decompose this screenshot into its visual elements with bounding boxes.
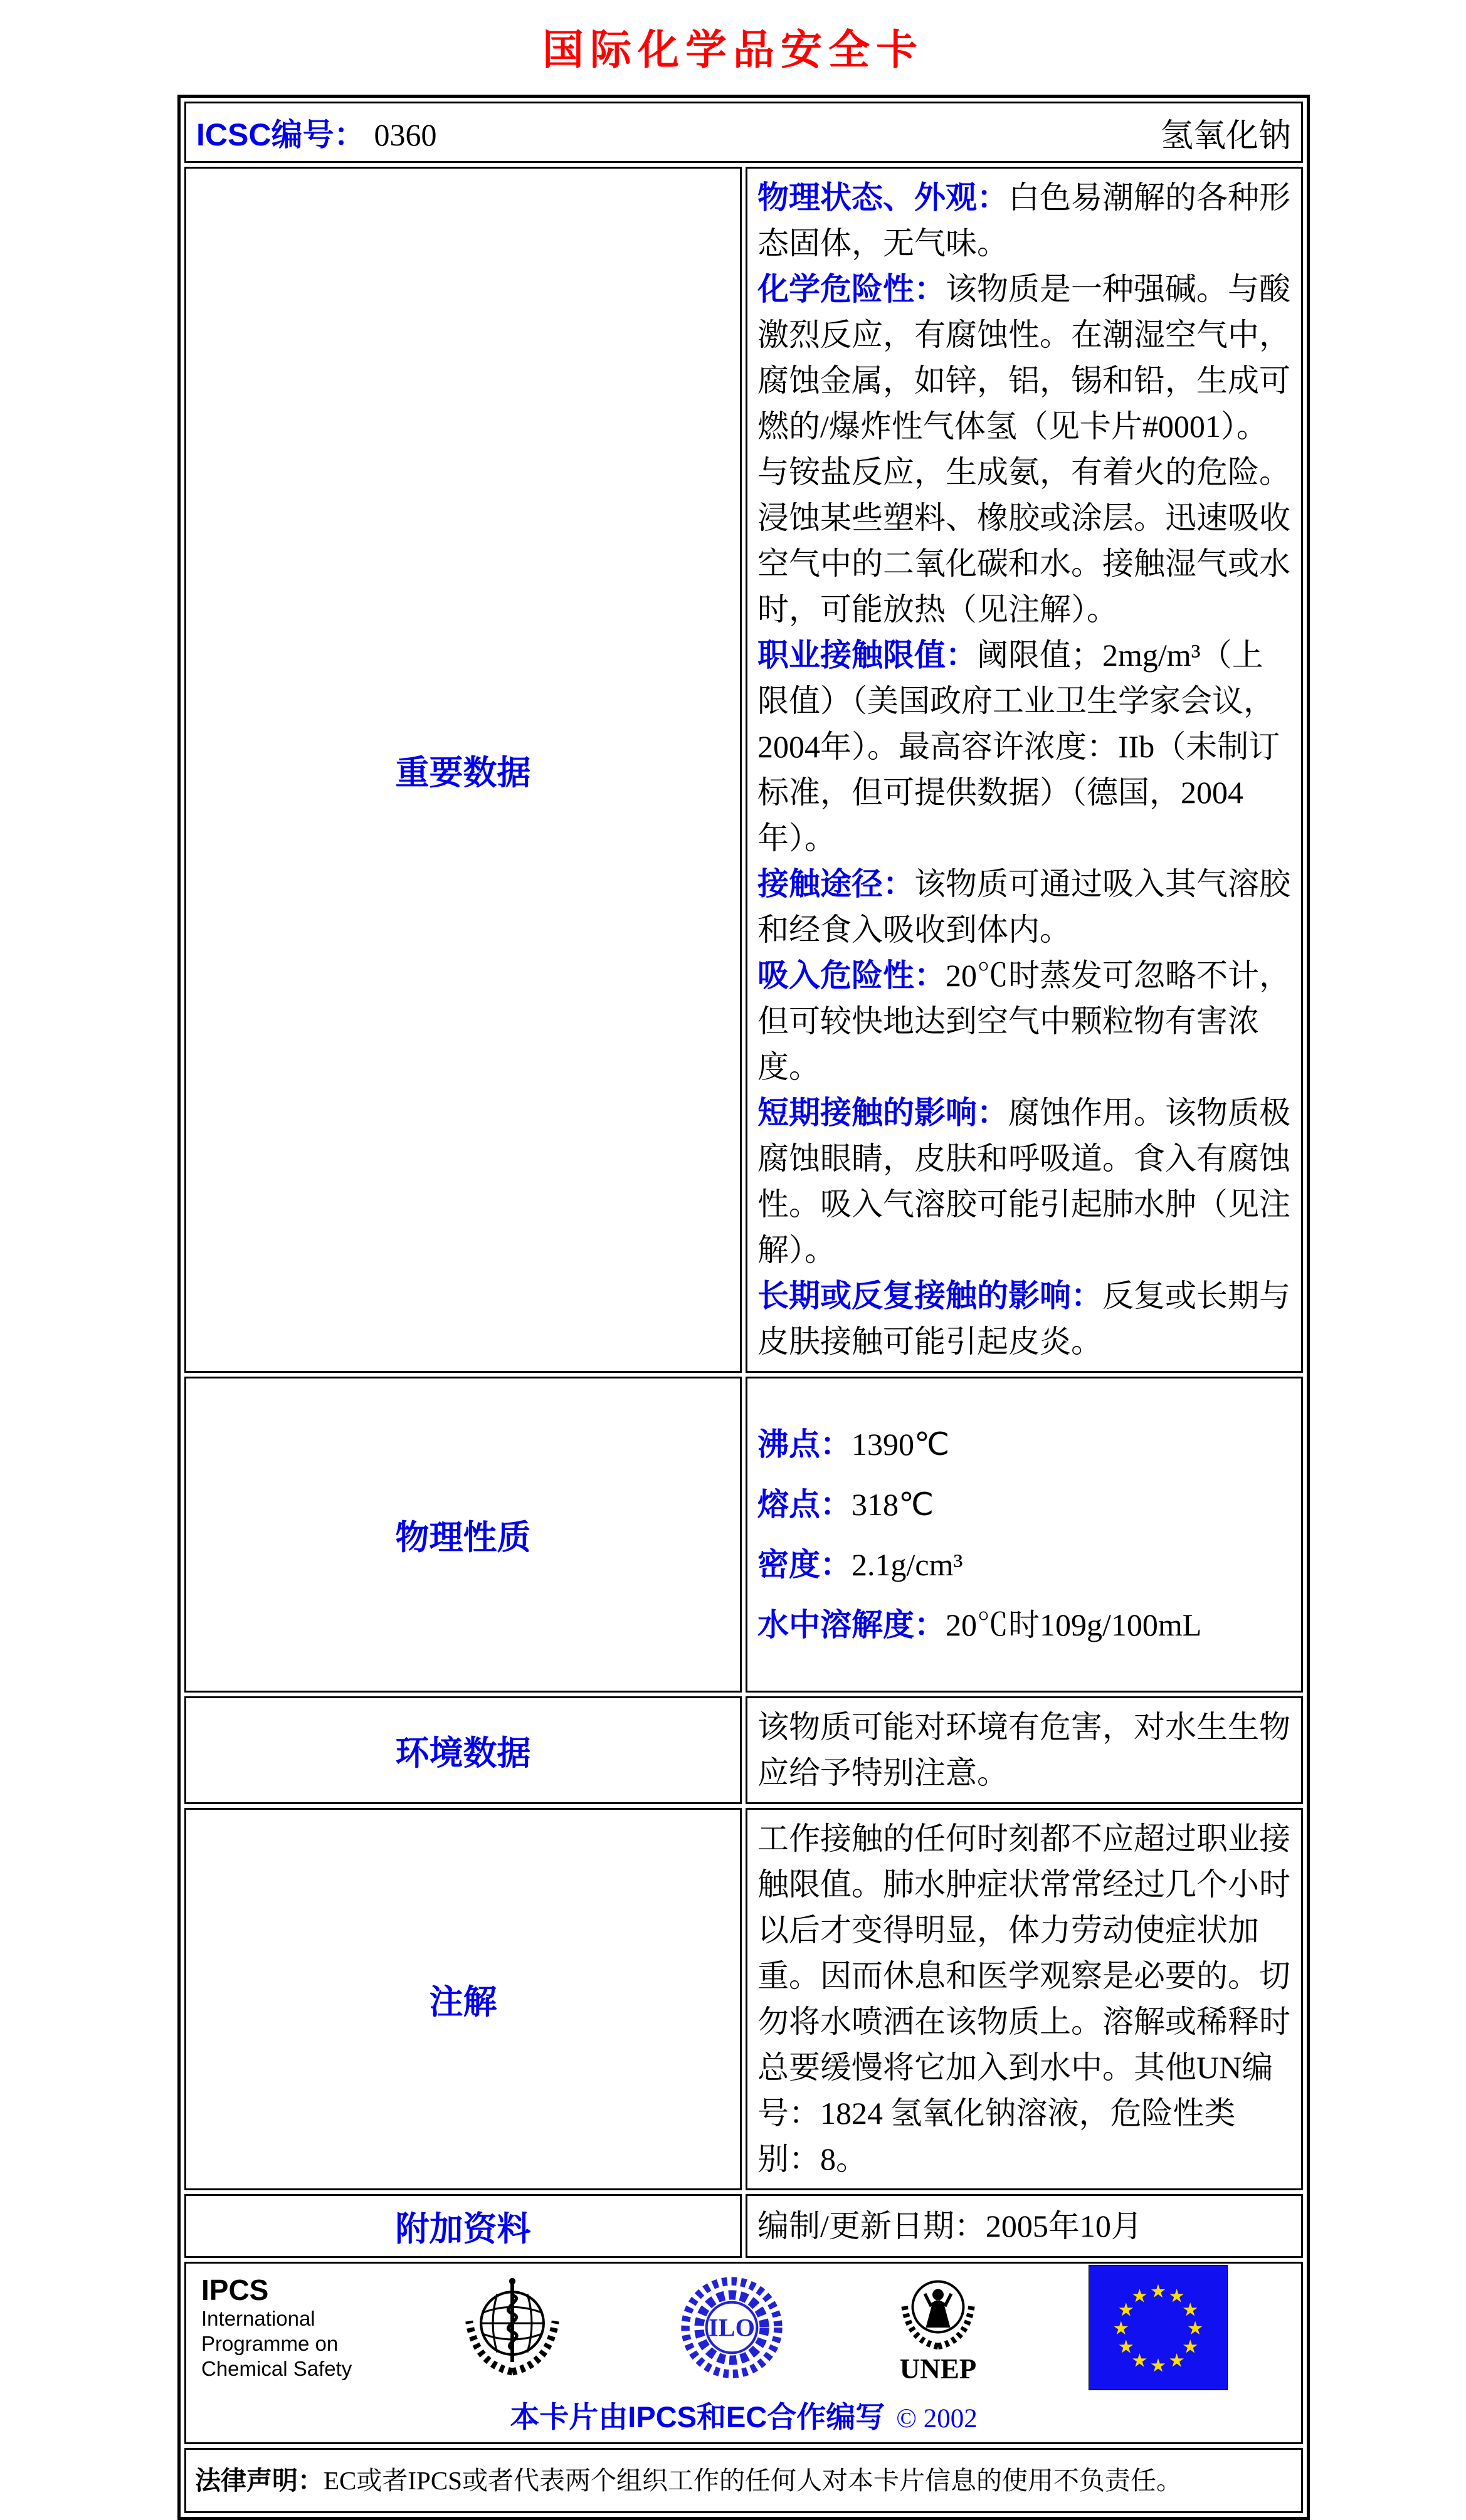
item-text: 阈限值；2mg/m³（上限值）（美国政府工业卫生学家会议，2004年）。最高容许浓度：IIb（未制订标准，但可提供数据）（德国，2004年）。 [757, 638, 1280, 856]
environmental-data-content [746, 1696, 1303, 1804]
important-data-content [746, 167, 1303, 1373]
logo-row [201, 2272, 1286, 2383]
ipcs-title: IPCS [201, 2274, 269, 2306]
environmental-data-row [184, 1696, 1303, 1804]
additional-info-section-label: 附加资料 [184, 2194, 742, 2258]
additional-info-text: 编制/更新日期：2005年10月 [757, 2208, 1142, 2244]
additional-info-row [184, 2194, 1303, 2258]
chemical-name: 氢氧化钠 [1160, 118, 1291, 154]
ilo-logo [679, 2275, 784, 2380]
property-label: 密度： [757, 1547, 852, 1582]
property-value: 1390℃ [852, 1427, 950, 1462]
svg-text:★: ★ [1112, 2318, 1130, 2339]
legal-text: EC或者IPCS或者代表两个组织工作的任何人对本卡片信息的使用不负责任。 [324, 2466, 1182, 2495]
svg-text:★: ★ [1149, 2355, 1167, 2376]
important-data-row [184, 167, 1303, 1373]
item-label: 化学危险性： [757, 271, 946, 307]
environmental-data-section-label: 环境数据 [184, 1696, 742, 1804]
svg-text:★: ★ [1186, 2318, 1204, 2339]
item-label: 物理状态、外观： [757, 180, 1008, 215]
notes-text: 工作接触的任何时刻都不应超过职业接触限值。肺水肿症状常常经过几个小时以后才变得明显，体力劳动使症状加重。因而休息和医学观察是必要的。切勿将水喷洒在该物质上。溶解或稀释时总要缓慢将它加入到水中。其他UN编号：1824 氢氧化钠溶液，危险性类别：8。 [757, 1821, 1290, 2176]
item-text: 反复或长期与皮肤接触可能引起皮炎。 [757, 1278, 1290, 1359]
environmental-data-text: 该物质可能对环境有危害，对水生生物应给予特别注意。 [757, 1709, 1290, 1790]
important-data-item [757, 953, 1291, 1090]
physical-properties-content [746, 1377, 1303, 1693]
notes-content [746, 1808, 1303, 2190]
property-value: 20℃时109g/100mL [946, 1607, 1202, 1642]
svg-text:★: ★ [1131, 2349, 1148, 2371]
item-label: 接触途径： [757, 866, 914, 901]
svg-text:★: ★ [1149, 2280, 1167, 2302]
important-data-item [757, 266, 1291, 633]
ipcs-text-block [201, 2274, 389, 2381]
property-value: 2.1g/cm³ [852, 1547, 963, 1582]
important-data-item [757, 633, 1291, 861]
physical-property [757, 1595, 1291, 1655]
ipcs-subtitle-line: Chemical Safety [201, 2357, 352, 2380]
additional-info-content [746, 2194, 1303, 2258]
notes-row [184, 1808, 1303, 2190]
item-label: 吸入危险性： [757, 958, 946, 993]
ipcs-subtitle-line: International [201, 2307, 315, 2330]
physical-property [757, 1474, 1291, 1535]
svg-text:★: ★ [1117, 2336, 1135, 2358]
important-data-item [757, 1090, 1291, 1273]
unep-letters: UNEP [899, 2353, 977, 2385]
property-label: 熔点： [757, 1487, 852, 1522]
important-data-item [757, 1273, 1291, 1365]
footer-cell [184, 2262, 1303, 2444]
physical-properties-section-label: 物理性质 [184, 1377, 742, 1693]
legal-cell [184, 2448, 1303, 2513]
important-data-section-label: 重要数据 [184, 167, 742, 1373]
footer-row [184, 2262, 1303, 2444]
svg-text:★: ★ [1168, 2285, 1185, 2307]
legal-label: 法律声明： [195, 2466, 324, 2495]
important-data-item [757, 861, 1291, 953]
credit-line [201, 2394, 1286, 2436]
item-label: 短期接触的影响： [757, 1095, 1008, 1130]
icsc-number-label: ICSC编号： [196, 117, 366, 152]
item-label: 职业接触限值： [757, 638, 977, 673]
svg-text:★: ★ [1181, 2299, 1199, 2321]
page [0, 16, 1466, 2520]
credit-text: 本卡片由IPCS和EC合作编写 [510, 2400, 885, 2433]
item-text: 20℃时蒸发可忽略不计，但可较快地达到空气中颗粒物有害浓度。 [757, 958, 1290, 1084]
ipcs-subtitle-line: Programme on [201, 2332, 339, 2355]
eu-flag [1089, 2265, 1228, 2390]
item-text: 该物质可通过吸入其气溶胶和经食入吸收到体内。 [757, 866, 1290, 947]
ilo-letters: ILO [709, 2313, 755, 2342]
property-value: 318℃ [852, 1487, 934, 1522]
icsc-number-value: 0360 [374, 117, 437, 152]
page-title: 国际化学品安全卡 [542, 26, 924, 73]
who-logo [458, 2274, 566, 2381]
header-cell [184, 102, 1303, 163]
svg-text:★: ★ [1181, 2336, 1199, 2358]
header-row [184, 102, 1303, 163]
legal-row [184, 2448, 1303, 2513]
svg-text:★: ★ [1117, 2299, 1135, 2321]
important-data-item [757, 175, 1291, 266]
copyright-text: © 2002 [896, 2404, 978, 2433]
physical-properties-row [184, 1377, 1303, 1693]
property-label: 沸点： [757, 1427, 852, 1462]
physical-property [757, 1414, 1291, 1474]
icsc-number-group [196, 110, 436, 155]
item-text: 腐蚀作用。该物质极腐蚀眼睛，皮肤和呼吸道。食入有腐蚀性。吸入气溶胶可能引起肺水肿（见注解）。 [757, 1095, 1290, 1268]
item-label: 长期或反复接触的影响： [757, 1278, 1102, 1313]
physical-property [757, 1535, 1291, 1595]
svg-text:★: ★ [1131, 2285, 1148, 2307]
icsc-card-table [177, 95, 1310, 2520]
svg-text:★: ★ [1168, 2349, 1185, 2371]
item-text: 白色易潮解的各种形态固体，无气味。 [757, 180, 1290, 261]
unep-logo [891, 2269, 985, 2386]
notes-section-label: 注解 [184, 1808, 742, 2190]
property-label: 水中溶解度： [757, 1607, 946, 1642]
item-text: 该物质是一种强碱。与酸激烈反应，有腐蚀性。在潮湿空气中，腐蚀金属，如锌，铝，锡和铅，生成可燃的/爆炸性气体氢（见卡片#0001）。与铵盐反应，生成氨，有着火的危险。浸蚀某些塑料、橡胶或涂层。迅速吸收空气中的二氧化碳和水。接触湿气或水时，可能放热（见注解）。 [757, 271, 1290, 627]
